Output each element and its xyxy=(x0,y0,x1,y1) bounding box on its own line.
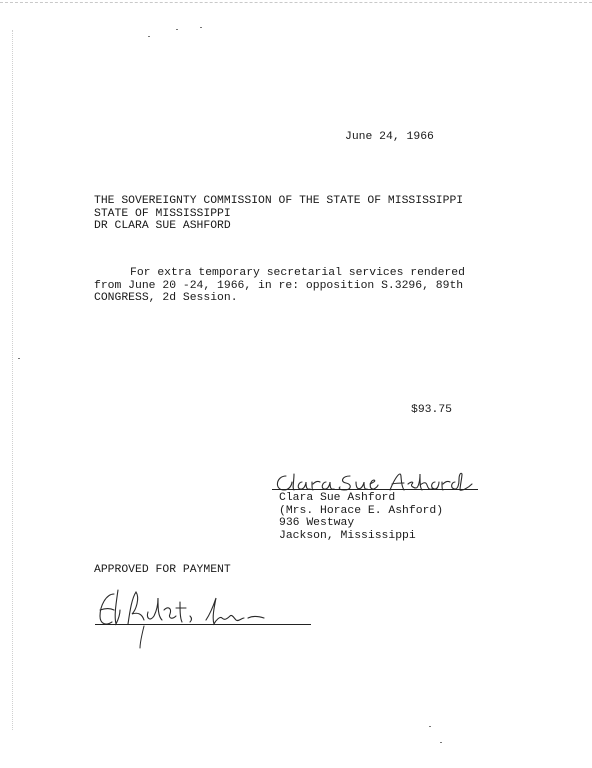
signature-line xyxy=(272,489,478,490)
body-line: For extra temporary secretarial services rendered xyxy=(130,267,465,279)
scan-speck xyxy=(200,27,202,28)
signer-name: Clara Sue Ashford xyxy=(279,492,396,504)
page-left-edge xyxy=(12,30,13,730)
addressee-line: DR CLARA SUE ASHFORD xyxy=(94,220,231,233)
body-line: from June 20 -24, 1966, in re: opposition S.3296, 89th xyxy=(94,279,464,292)
scan-speck xyxy=(429,726,431,727)
scan-speck xyxy=(148,36,150,37)
scan-speck xyxy=(18,358,20,359)
letter-body xyxy=(94,267,474,305)
letter-date: June 24, 1966 xyxy=(345,131,434,143)
approval-label: APPROVED FOR PAYMENT xyxy=(94,564,231,576)
addressee-line: THE SOVEREIGNTY COMMISSION OF THE STATE OF MISSISSIPPI xyxy=(94,195,464,207)
approver-signature xyxy=(92,580,292,650)
body-line: CONGRESS, 2d Session. xyxy=(94,292,238,305)
signer-city: Jackson, Mississippi xyxy=(279,529,416,542)
payment-amount: $93.75 xyxy=(411,404,453,416)
addressee-block xyxy=(94,195,463,233)
scan-speck xyxy=(176,29,178,30)
scan-speck xyxy=(440,742,442,743)
page-top-edge xyxy=(0,2,592,3)
approval-signature-line xyxy=(95,624,311,625)
signer-spouse: (Mrs. Horace E. Ashford) xyxy=(279,504,444,517)
signer-block xyxy=(279,492,443,542)
addressee-line: STATE OF MISSISSIPPI xyxy=(94,207,231,220)
signer-street: 936 Westway xyxy=(279,517,355,530)
